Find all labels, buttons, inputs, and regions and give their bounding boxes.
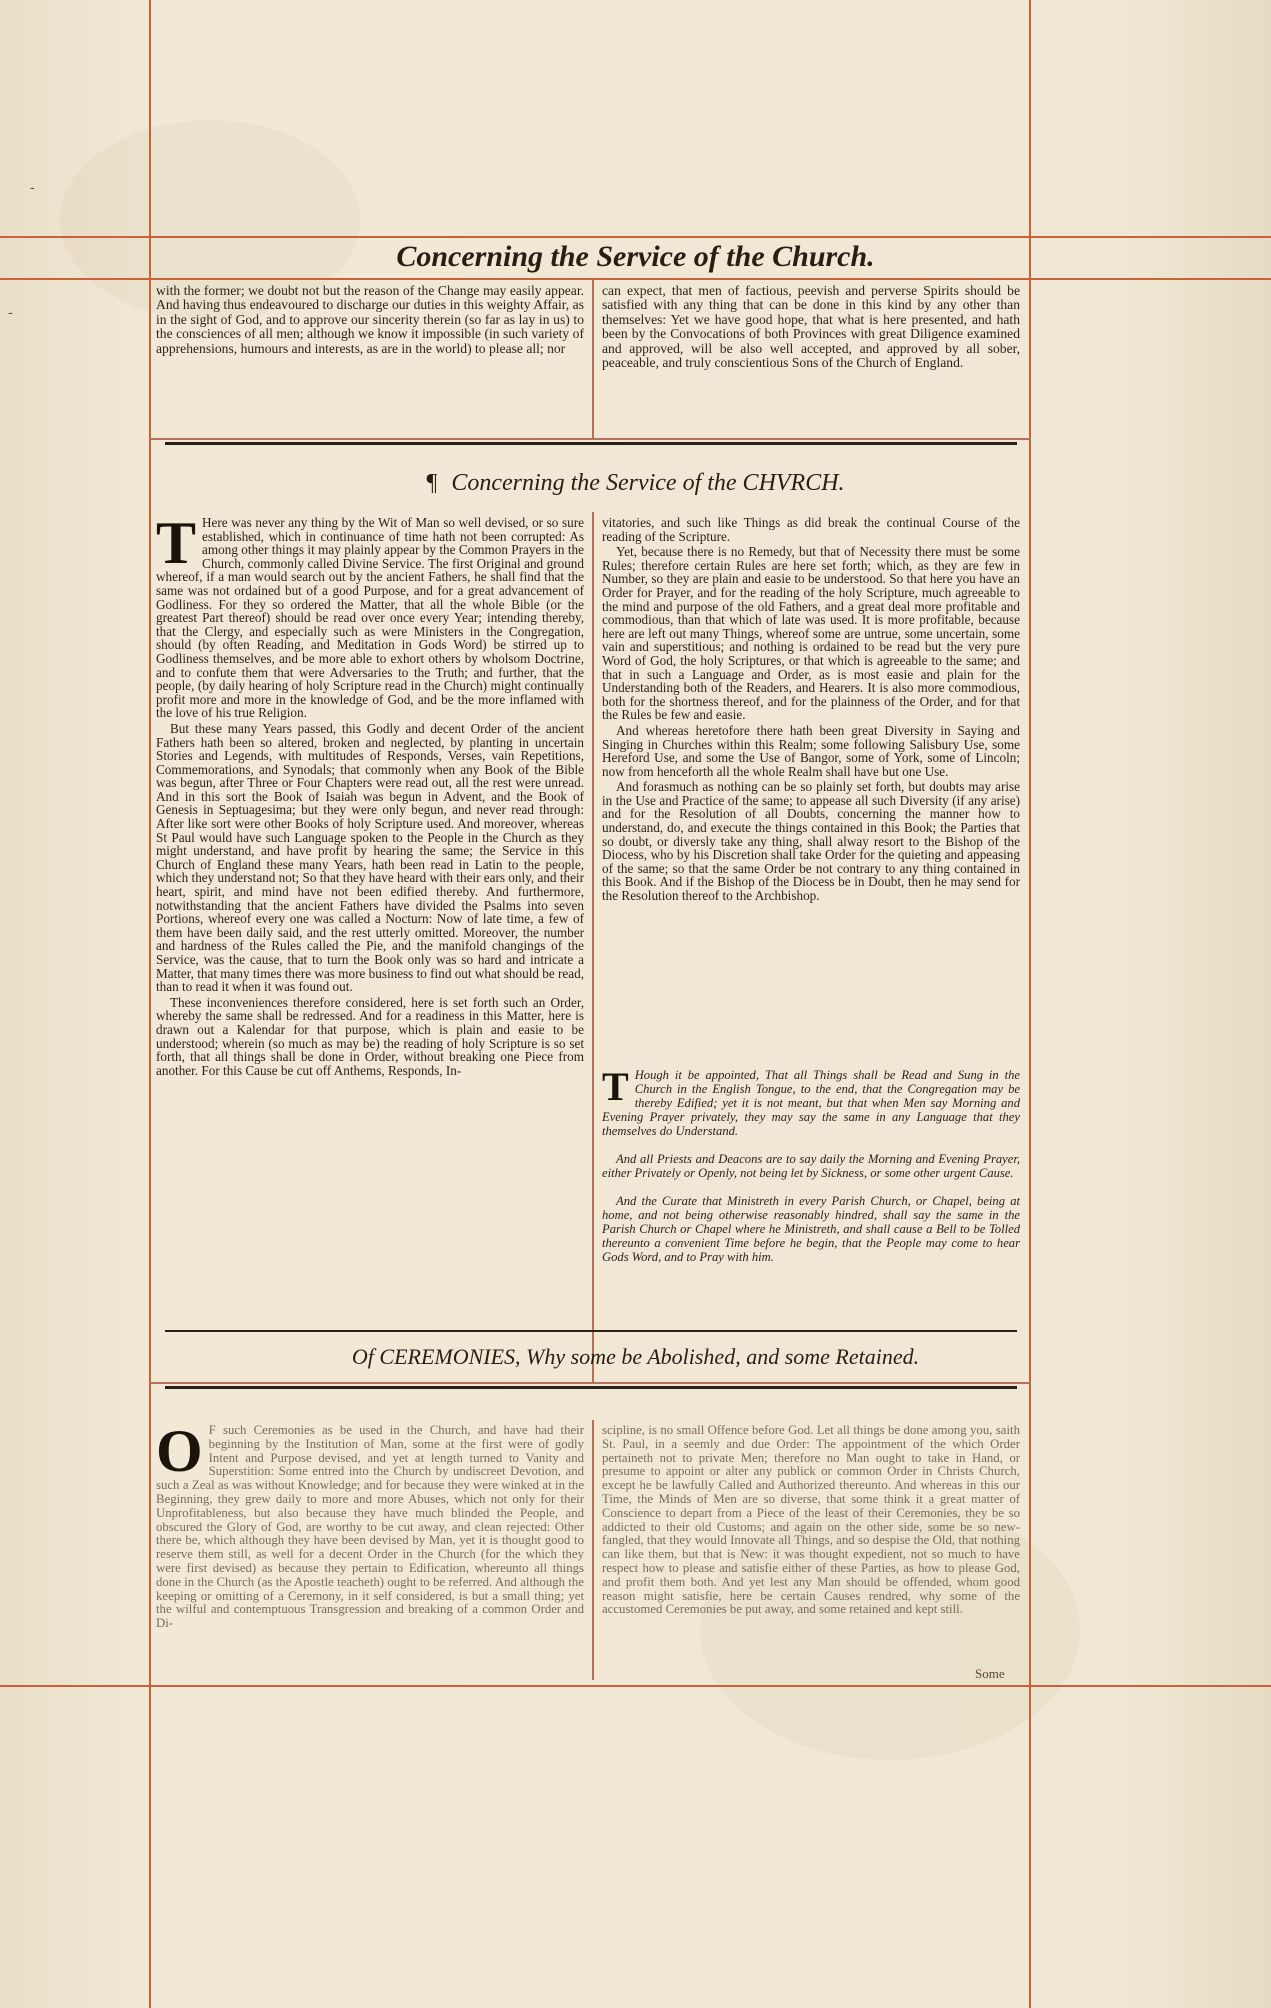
paragraph: F such Ceremonies as be used in the Church, and have had their beginning by the Institution of Man, some at the first were of godly Intent and Purpose devised, and yet at length turned to Vanity and Superstition: Some entred into the Church by undiscreet Devotion, and such a Zeal as was without Knowledge; and for because they were winked at in the Beginning, they grew daily to more and more Abuses, which not only for their Unprofitableness, but also because they have much blinded the People, and obscured the Glory of God, are worthy to be cut away, and clean rejected: Other there be, which although they have been devised by Man, yet it is thought good to reserve them still, as well for a decent Order in the Church (for the which they were first devised) as because they pertain to Edification, whereunto all things done in the Church (as the Apostle teacheth) ought to be referred. And although the keeping or omitting of a Ceremony, in it self considered, is but a small thing; yet the wilful and contemptuous Transgression and breaking of a common Order and Di- xyxy=(156,1423,584,1631)
paragraph: vitatories, and such like Things as did break the continual Course of the reading of the Scripture. xyxy=(602,515,1020,544)
paragraph: These inconveniences therefore considered, here is set forth such an Order, whereby the same shall be redressed. And for a readiness in this Matter, here is drawn out a Kalendar for that purpose, which is plain and easie to be understood; wherein (so much as may be) the reading of holy Scripture is so set forth, that all things shall be done in Order, without breaking one Piece from another. For this Cause be cut off Anthems, Responds, In- xyxy=(156,994,584,1078)
paragraph: can expect, that men of factious, peevish and perverse Spirits should be satisfied with any thing that can be done in this kind by any other than themselves: Yet we have good hope, that what is here presented, and hath been by the Convocations of both Provinces with great Diligence examined and approved, will be also well accepted, and approved by all sober, peaceable, and truly conscientious Sons of the Church of England. xyxy=(602,283,1020,371)
text-column-right xyxy=(602,516,1020,905)
paragraph: But these many Years passed, this Godly and decent Order of the ancient Fathers hath been so altered, broken and neglected, by planting in uncertain Stories and Legends, with multitudes of Responds, Verses, vain Repetitions, Commemorations, and Synodals; that commonly when any Book of the Bible was begun, after Three or Four Chapters were read out, all the rest were unread. And in this sort the Book of Isaiah was begun in Advent, and the Book of Genesis in Septuagesima; but they were only begun, and never read through: After like sort were other Books of holy Scripture used. And moreover, whereas St Paul would have such Language spoken to the People in the Church as they might understand, and have profit by hearing the same; the Service in this Church of England these many Years, hath been read in Latin to the people, which they understand not; So that they have heard with their ears only, and their heart, spirit, and mind have not been edified thereby. And furthermore, notwithstanding that the ancient Fathers have divided the Psalms into seven Portions, whereof every one was called a Nocturn: Now of late time, a few of them have been daily said, and the rest utterly omitted. Moreover, the number and hardness of the Rules called the Pie, and the manifold changings of the Service, was the cause, that to turn the Book only was so hard and intricate a Matter, that many times there was more business to find out what should be read, than to read it when it was found out. xyxy=(156,720,584,995)
section-rule xyxy=(149,1382,1031,1384)
text-column-right xyxy=(602,1424,1020,1619)
column-rule xyxy=(592,1420,594,1680)
text-column-right xyxy=(602,284,1020,372)
black-rule xyxy=(165,442,1017,445)
paragraph: scipline, is no small Offence before God. Let all things be done among you, saith St. Paul, in a seemly and due Order: The appointment of the which Order pertaineth not to private Men; therefore no Man ought to take in Hand, or presume to appoint or alter any publick or common Order in Christs Church, except he be lawfully Called and Authorized thereunto. And whereas in this our Time, the Minds of Men are so diverse, that some think it a great matter of Conscience to depart from a Piece of the least of their Ceremonies, they be so addicted to their old Customs; and again on the other side, some be so new-fangled, that they would Innovate all Things, and so despise the Old, that nothing can like them, but that is New: it was thought expedient, not so much to have respect how to please and satisfie either of these Parties, as how to please God, and profit them both. And yet lest any Man should be offended, whom good reason might satisfie, here be certain Causes rendred, why some of the accustomed Ceremonies be put away, and some retained and kept still. xyxy=(602,1423,1020,1617)
paragraph: And forasmuch as nothing can be so plainly set forth, but doubts may arise in the Use and Practice of the same; to appease all such Diversity (if any arise) and for the Resolution of all Doubts, concerning the manner how to understand, do, and execute the things contained in this Book; the Parties that so doubt, or diversly take any thing, shall alway resort to the Bishop of the Diocess, who by his Discretion shall take Order for the quieting and appeasing of the same; so that the same Order be not contrary to any thing contained in this Book. And if the Bishop of the Diocess be in Doubt, then he may send for the Resolution thereof to the Archbishop. xyxy=(602,779,1020,904)
column-rule xyxy=(592,278,594,438)
paragraph: Here was never any thing by the Wit of Man so well devised, or so sure established, which in continuance of time hath not been corrupted: As among other things it may plainly appear by the Common Prayers in the Church, commonly called Divine Service. The first Original and ground whereof, if a man would search out by the ancient Fathers, he shall find that the same was not ordained but of a good Purpose, and for a great advancement of Godliness. For they so ordered the Matter, that all the whole Bible (or the greatest Part thereof) should be read over once every Year; intending thereby, that the Clergy, and especially such as were Ministers in the Congregation, should (by often Reading, and Meditation in Gods Word) be stirred up to Godliness themselves, and be more able to exhort others by wholsom Doctrine, and to confute them that were Adversaries to the Truth; and further, that the people, (by daily hearing of holy Scripture read in the Church) might continually profit more and more in the knowledge of God, and be the more inflamed with the love of his true Religion. xyxy=(156,515,584,721)
section-title xyxy=(0,470,1271,497)
frame-rule-right xyxy=(1029,0,1031,2008)
paragraph: And whereas heretofore there hath been great Diversity in Saying and Singing in Churches within this Realm; some following Salisbury Use, some Hereford Use, and some the Use of Bangor, some of York, some of Lincoln; now from henceforth all the whole Realm shall have but one Use. xyxy=(602,722,1020,779)
text-column-left xyxy=(156,1418,584,1633)
rubric-paragraph: And all Priests and Deacons are to say daily the Morning and Evening Prayer, either Privately or Openly, not being let by Sickness, or some other urgent Cause. xyxy=(602,1152,1020,1180)
paragraph: Yet, because there is no Remedy, but that of Necessity there must be some Rules; therefore certain Rules are here set forth; which, as they are few in Number, so they are plain and easie to be understood. So that here you have an Order for Prayer, and for the reading of the holy Scripture, much agreeable to the mind and purpose of the old Fathers, and a great deal more profitable and commodious, than that which of late was used. It is more profitable, because here are left out many Things, whereof some are untrue, some uncertain, some vain and superstitious; and nothing is ordained to be read but the very pure Word of God, the holy Scriptures, or that which is agreeable to the same; and that in such a Language and Order, as is most easie and plain for the Understanding both of the Readers, and Hearers. It is also more commodious, both for the shortness thereof, and for the plainness of the Order, and for that the Rules be few and easie. xyxy=(602,544,1020,723)
column-rule xyxy=(592,512,594,1382)
catchword: Some xyxy=(975,1666,1005,1681)
rubric-block xyxy=(602,1064,1020,1266)
rubric-paragraph: Hough it be appointed, That all Things shall be Read and Sung in the Church in the English Tongue, to the end, that the Congregation may be thereby Edified; yet it is not meant, but that when Men say Morning and Evening Prayer privately, they may say the same in any Language that they themselves do Understand. xyxy=(602,1068,1020,1138)
section-title: Concerning the Service of the Church. xyxy=(396,240,875,273)
paragraph: with the former; we doubt not but the reason of the Change may easily appear. And having thus endeavoured to discharge our duties in this weighty Affair, as in the sight of God, and to approve our sincerity therein (so far as lay in us) to the consciences of all men; although we know it impossible (in such variety of apprehensions, humours and interests, as are in the world) to please all; nor xyxy=(156,283,584,356)
black-rule xyxy=(165,1330,1017,1332)
margin-mark: ‐ xyxy=(8,305,13,321)
text-column-left xyxy=(156,284,584,358)
frame-rule-top xyxy=(0,236,1271,238)
drop-cap: O xyxy=(156,1418,203,1484)
pilcrow-icon: ¶ xyxy=(426,470,438,496)
black-rule xyxy=(165,1386,1017,1389)
margin-mark: ‐ xyxy=(30,180,35,196)
drop-cap: T xyxy=(602,1064,629,1109)
text-column-left xyxy=(156,510,584,1079)
drop-cap: T xyxy=(156,510,197,576)
rubric-paragraph: And the Curate that Ministreth in every Parish Church, or Chapel, being at home, and not being otherwise reasonably hindred, shall say the same in the Parish Church or Chapel where he Ministreth, and shall cause a Bell to be Tolled thereunto a convenient Time before he begin, that the People may come to hear Gods Word, and to Pray with him. xyxy=(602,1194,1020,1264)
section-title-text: Concerning the Service of the CHVRCH. xyxy=(451,470,845,496)
frame-rule-title-bottom xyxy=(0,278,1271,280)
frame-rule-bottom xyxy=(0,1685,1271,1687)
frame-rule-left xyxy=(149,0,151,2008)
section-rule xyxy=(149,438,1031,440)
section-title: Of CEREMONIES, Why some be Abolished, and some Retained. xyxy=(351,1344,920,1369)
